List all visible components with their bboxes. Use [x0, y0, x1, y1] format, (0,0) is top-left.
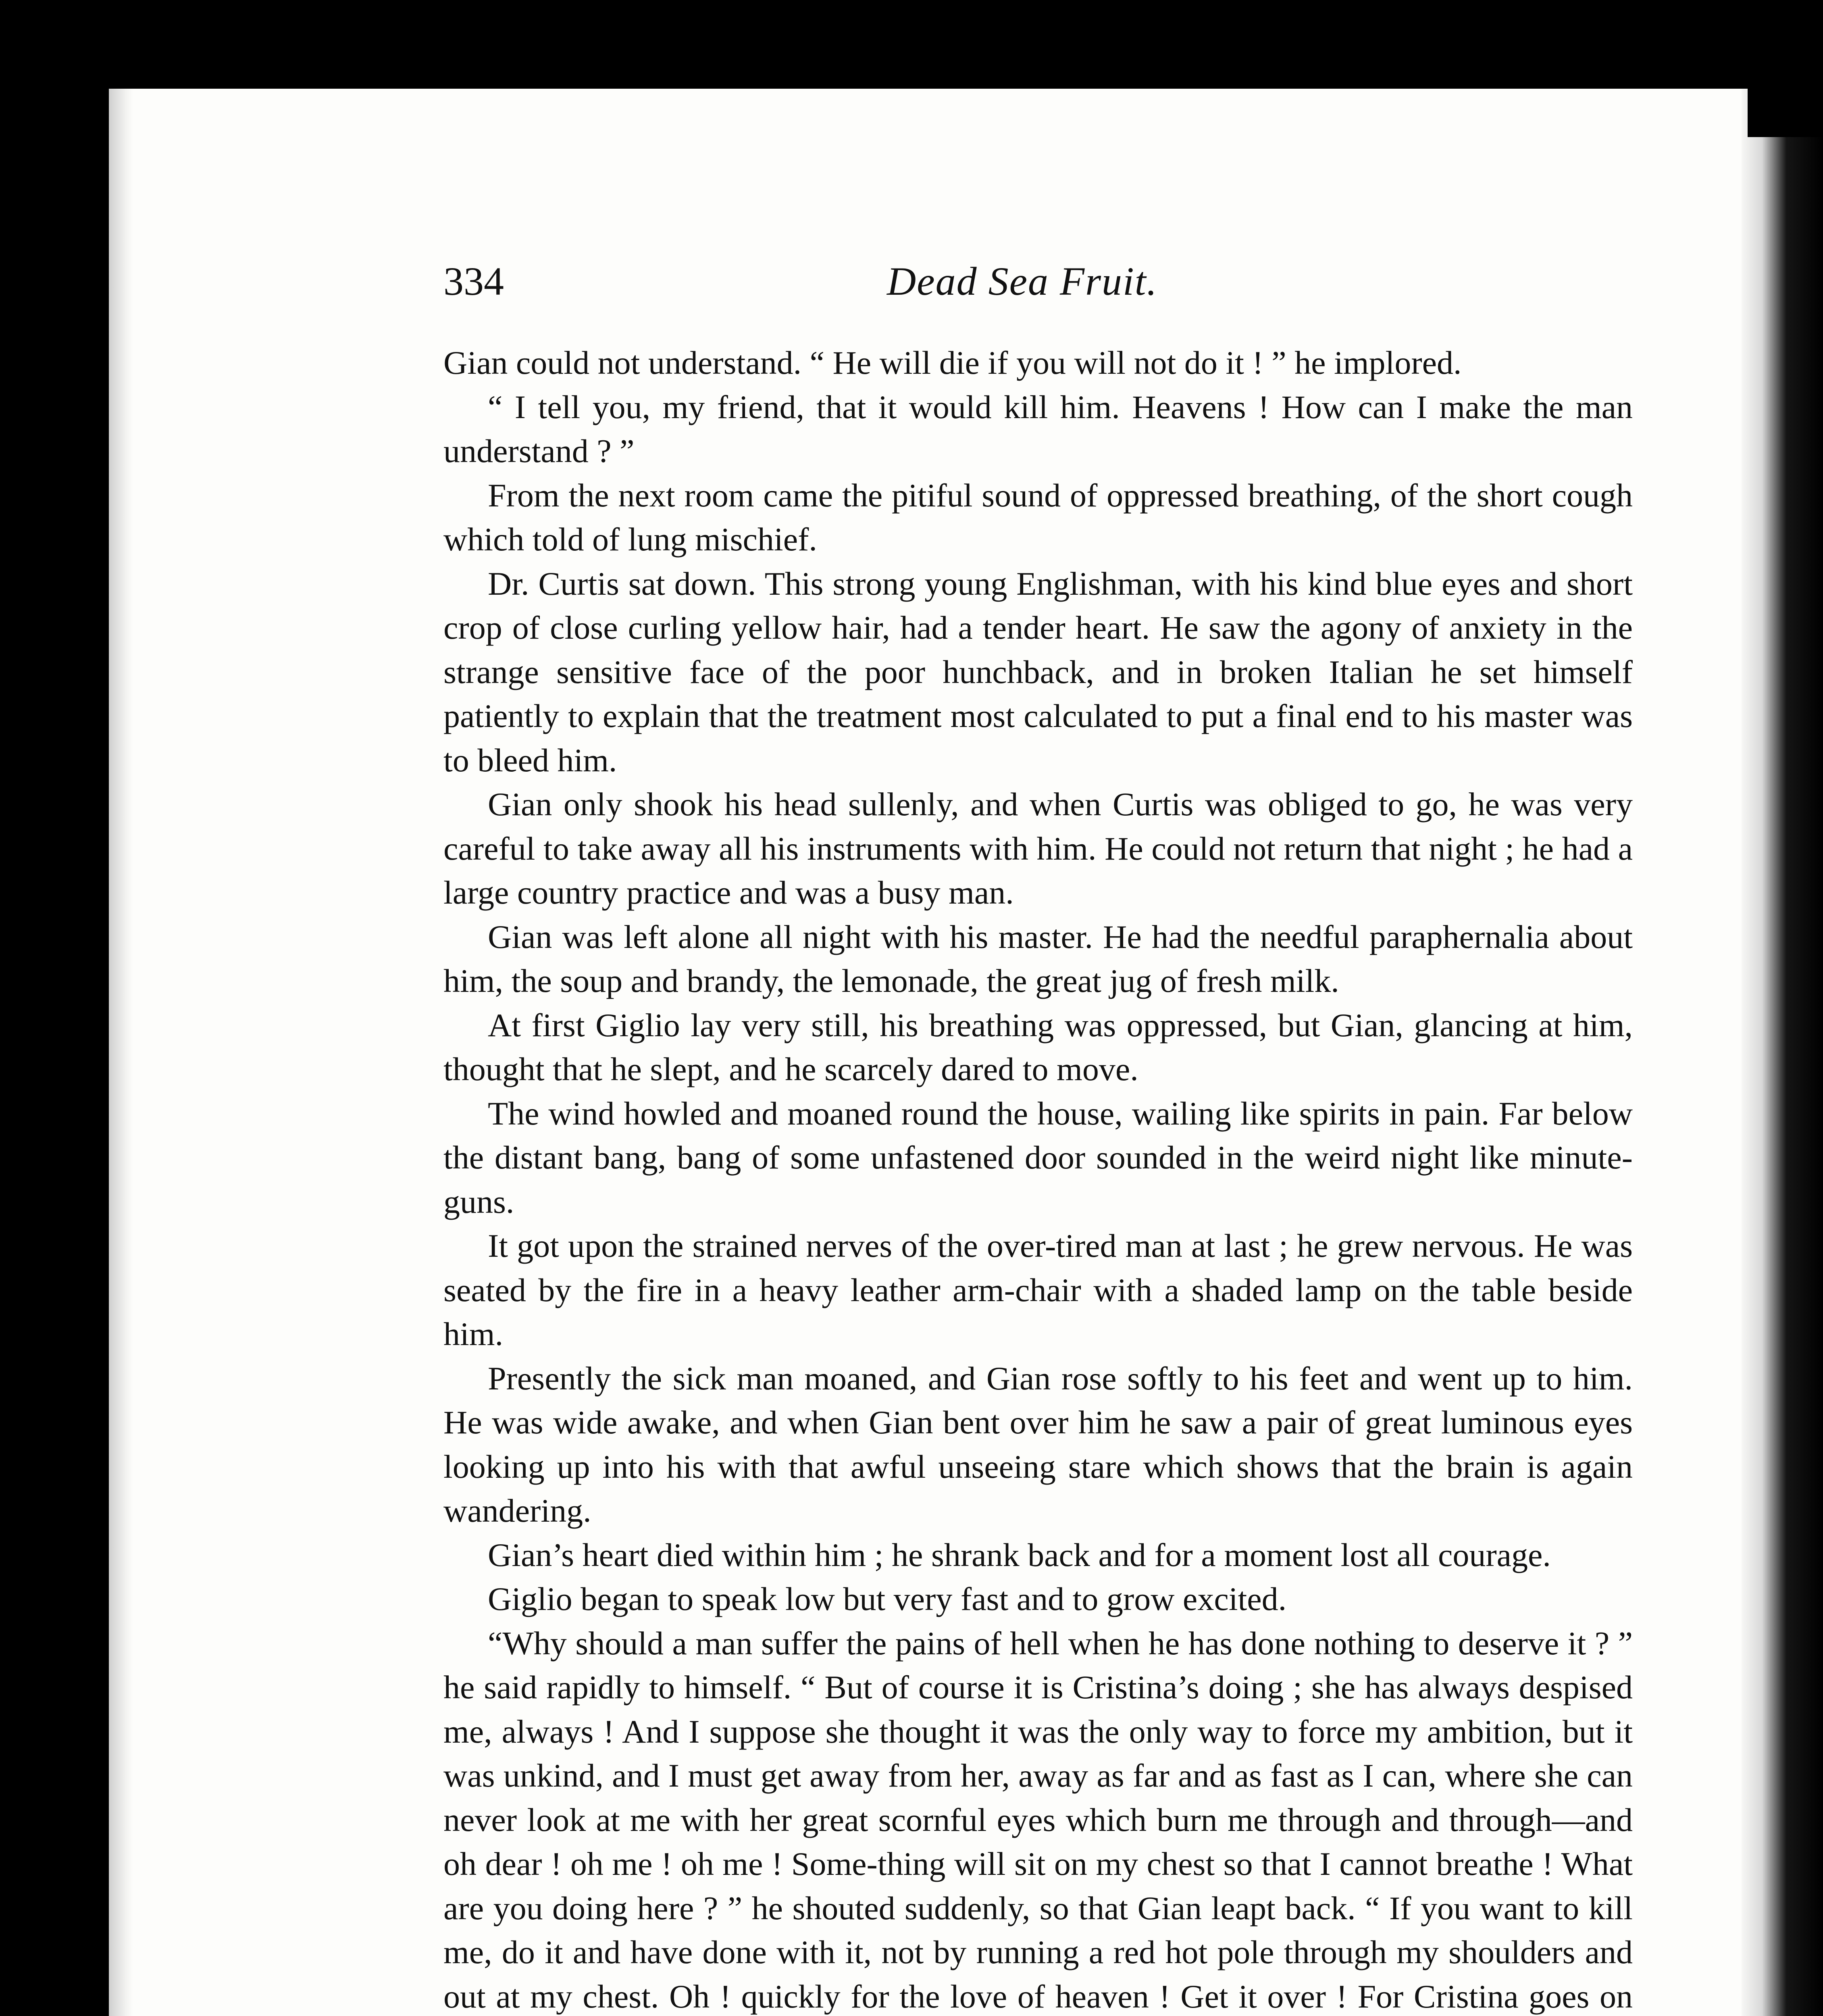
paragraph: “ I tell you, my friend, that it would kill him. Heavens ! How can I make the man understand ? ” — [443, 388, 1633, 469]
running-title: Dead Sea Fruit. — [887, 259, 1158, 304]
body-text — [443, 341, 1633, 2016]
paragraph: Dr. Curtis sat down. This strong young Englishman, with his kind blue eyes and short crop of close curling yellow hair, had a tender heart. He saw the agony of anxiety in the strange sensitive face of the poor hunchback, and in broken Italian he set himself patiently to explain that the treatment most calculated to put a final end to his master was to bleed him. — [443, 565, 1633, 779]
paragraph: From the next room came the pitiful sound of oppressed breathing, of the short cough which told of lung mischief. — [443, 477, 1633, 558]
paragraph: The wind howled and moaned round the house, wailing like spirits in pain. Far below the distant bang, bang of some unfastened door sounded in the weird night like minute-guns. — [443, 1095, 1633, 1220]
paragraph: Gian could not understand. “ He will die if you will not do it ! ” he implored. — [443, 344, 1462, 381]
paragraph: “Why should a man suffer the pains of hell when he has done nothing to deserve it ? ” he said rapidly to himself. “ But of course it is Cristina’s doing ; she has always despised me, always ! And I suppose she thought it was the only way to force my ambition, but it was unkind, and I must get away from her, away as far and as fast as I can, where she can never look at me with her great scornful eyes which burn me through and through—and oh dear ! oh me ! oh me ! Some-thing will sit on my chest so that I cannot breathe ! What are you doing here ? ” he shouted suddenly, so that Gian leapt back. “ If you want to kill me, do it and have done with it, not by running a red hot pole through my shoulders and out at my chest. Oh ! quickly for the love of heaven ! Get it over ! For Cristina goes on — [443, 1624, 1633, 2015]
paragraph: Gian was left alone all night with his master. He had the needful paraphernalia about him, the soup and brandy, the lemonade, the great jug of fresh milk. — [443, 918, 1633, 999]
paragraph: Giglio began to speak low but very fast and to grow excited. — [488, 1581, 1287, 1617]
page-header — [443, 258, 1633, 314]
book-spine-shadow — [1742, 89, 1823, 2016]
paragraph: Presently the sick man moaned, and Gian rose softly to his feet and went up to him. He was wide awake, and when Gian bent over him he saw a pair of great luminous eyes looking up into his with that awful unseeing stare which shows that the brain is again wandering. — [443, 1360, 1633, 1529]
page-left-edge — [109, 89, 133, 2016]
paragraph: At first Giglio lay very still, his breathing was oppressed, but Gian, glancing at him, thought that he slept, and he scarcely dared to move. — [443, 1006, 1633, 1087]
page-number: 334 — [443, 259, 504, 304]
paragraph: It got upon the strained nerves of the over-tired man at last ; he grew nervous. He was seated by the fire in a heavy leather arm-chair with a shaded lamp on the table beside him. — [443, 1227, 1633, 1352]
book-spine-dark — [1748, 89, 1823, 137]
paragraph: Gian’s heart died within him ; he shrank back and for a moment lost all courage. — [488, 1536, 1551, 1573]
paragraph: Gian only shook his head sullenly, and when Curtis was obliged to go, he was very careful to take away all his instruments with him. He could not return that night ; he had a large country practice and was a busy man. — [443, 786, 1633, 911]
